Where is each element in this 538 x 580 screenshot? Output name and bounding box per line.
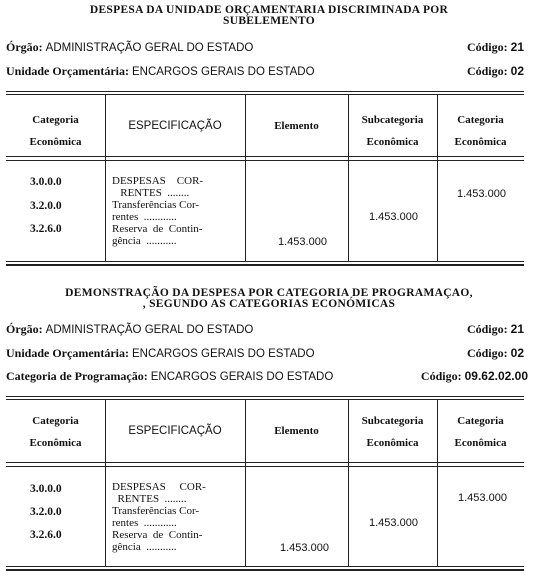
unidade-label: Unidade Orçamentária:	[6, 64, 129, 78]
table1-header-rule	[6, 156, 524, 157]
unidade-code-value: 02	[510, 64, 524, 78]
table1-spec-line: DESPESAS COR-	[112, 175, 204, 187]
table2-code: 3.0.0.0	[30, 483, 62, 495]
table2-header-subcategoria	[348, 410, 437, 454]
table2-top-rule	[6, 396, 524, 397]
table1-header-subcategoria	[348, 109, 437, 153]
table2-spec-line: DESPESAS COR-	[112, 481, 206, 493]
section1-title-line2: SUBELEMENTO	[223, 15, 315, 27]
table1	[6, 91, 524, 269]
orgao-code-label: Código:	[466, 40, 508, 54]
section2-title-line2: , SEGUNDO AS CATEGORIAS ECONÓMICAS	[142, 298, 396, 310]
table2-header-rule-2	[6, 466, 524, 467]
table1-categoria-value: 1.453.000	[457, 188, 506, 200]
header-text: Categoria	[457, 114, 504, 126]
orgao-value: ADMINISTRAÇÃO GERAL DO ESTADO	[45, 42, 254, 54]
orgao-code-value: 21	[510, 322, 524, 336]
table1-elemento-value: 1.453.000	[278, 236, 327, 248]
table1-top-rule-2	[6, 94, 524, 95]
section2-title-line1: DEMONSTRAÇÃO DA DESPESA POR CATEGORIA DE PROGRAMAÇAO,	[65, 287, 473, 299]
table2-header-categoria	[6, 410, 105, 454]
section1-unidade-row	[6, 64, 524, 78]
unidade-code-label: Código:	[466, 346, 508, 360]
table2-header-elemento: Elemento	[274, 425, 319, 437]
categoria-label: Categoria de Programação:	[6, 369, 148, 383]
table1-spec-line: gência ...........	[112, 235, 177, 247]
orgao-code	[467, 322, 524, 336]
table1-subcategoria-value: 1.453.000	[369, 211, 418, 223]
section2-unidade-row	[6, 346, 524, 360]
table1-header-categoria	[6, 109, 105, 153]
table1-header-rule-2	[6, 160, 524, 161]
section2-orgao-row	[6, 322, 524, 336]
header-text: Subcategoria	[361, 114, 424, 126]
header-text: Econômica	[454, 437, 507, 449]
orgao-value: ADMINISTRAÇÃO GERAL DO ESTADO	[45, 324, 254, 336]
header-text: Econômica	[366, 136, 419, 148]
table2-spec-line: rentes ............	[112, 517, 177, 529]
table1-spec-line: rentes ............	[112, 211, 177, 223]
orgao-label: Órgão:	[6, 322, 43, 336]
table2-bottom-rule-2	[6, 569, 524, 571]
categoria-code-value: 09.62.02.00	[464, 369, 528, 383]
header-text: Econômica	[29, 136, 82, 148]
categoria-value: ENCARGOS GERAIS DO ESTADO	[150, 371, 334, 383]
categoria-code	[421, 369, 528, 383]
table1-top-rule	[6, 91, 524, 92]
table1-code: 3.2.0.0	[30, 200, 62, 212]
table1-header-especificacao: ESPECIFICAÇÃO	[128, 120, 222, 132]
header-text: Categoria	[32, 415, 79, 427]
table2-spec-line: gência ...........	[112, 541, 177, 553]
table2-code: 3.2.0.0	[30, 506, 62, 518]
unidade-value: ENCARGOS GERAIS DO ESTADO	[131, 66, 315, 78]
unidade-label: Unidade Orçamentária:	[6, 346, 129, 360]
orgao-label: Órgão:	[6, 40, 43, 54]
header-text: Econômica	[454, 136, 507, 148]
table2-header-categoria-2	[437, 410, 524, 454]
table2-categoria-value: 1.453.000	[458, 492, 507, 504]
table2-spec-line: Transferências Cor-	[112, 505, 200, 517]
header-text: Categoria	[32, 114, 79, 126]
table2-subcategoria-value: 1.453.000	[369, 517, 418, 529]
section2-categoria-row	[6, 369, 528, 383]
table1-code: 3.0.0.0	[30, 176, 62, 188]
header-text: Categoria	[457, 415, 504, 427]
section1-title-line1: DESPESA DA UNIDADE ORÇAMENTARIA DISCRIMINADA POR	[89, 4, 449, 16]
table1-spec-line: Reserva de Contin-	[112, 223, 203, 235]
header-text: Econômica	[366, 437, 419, 449]
unidade-code	[467, 64, 524, 78]
section1-title	[0, 5, 538, 27]
unidade-code-value: 02	[510, 346, 524, 360]
section1-orgao-row	[6, 40, 524, 54]
table2-elemento-value: 1.453.000	[280, 542, 329, 554]
header-text: Econômica	[29, 437, 82, 449]
table1-header-categoria-2	[437, 109, 524, 153]
table1-header-elemento: Elemento	[274, 120, 319, 132]
table1-spec-line: Transferências Cor-	[112, 199, 200, 211]
table2-spec-line: RENTES ........	[112, 493, 187, 505]
table2-code: 3.2.6.0	[30, 529, 62, 541]
table2-bottom-rule	[6, 566, 524, 567]
table2-header-especificacao: ESPECIFICAÇÃO	[128, 425, 222, 437]
table2-spec-line: Reserva de Contin-	[112, 529, 203, 541]
table1-bottom-rule	[6, 261, 524, 262]
unidade-code-label: Código:	[466, 64, 508, 78]
table2-top-rule-2	[6, 399, 524, 400]
unidade-value: ENCARGOS GERAIS DO ESTADO	[131, 348, 315, 360]
orgao-code	[467, 40, 524, 54]
table1-bottom-rule-2	[6, 264, 524, 266]
unidade-code	[467, 346, 524, 360]
table1-code: 3.2.6.0	[30, 223, 62, 235]
orgao-code-value: 21	[510, 40, 524, 54]
table2-header-rule	[6, 462, 524, 463]
table2	[6, 396, 524, 576]
categoria-code-label: Código:	[420, 369, 462, 383]
header-text: Subcategoria	[361, 415, 424, 427]
orgao-code-label: Código:	[466, 322, 508, 336]
section2-title	[0, 288, 538, 310]
table1-spec-line: RENTES ........	[112, 187, 190, 199]
